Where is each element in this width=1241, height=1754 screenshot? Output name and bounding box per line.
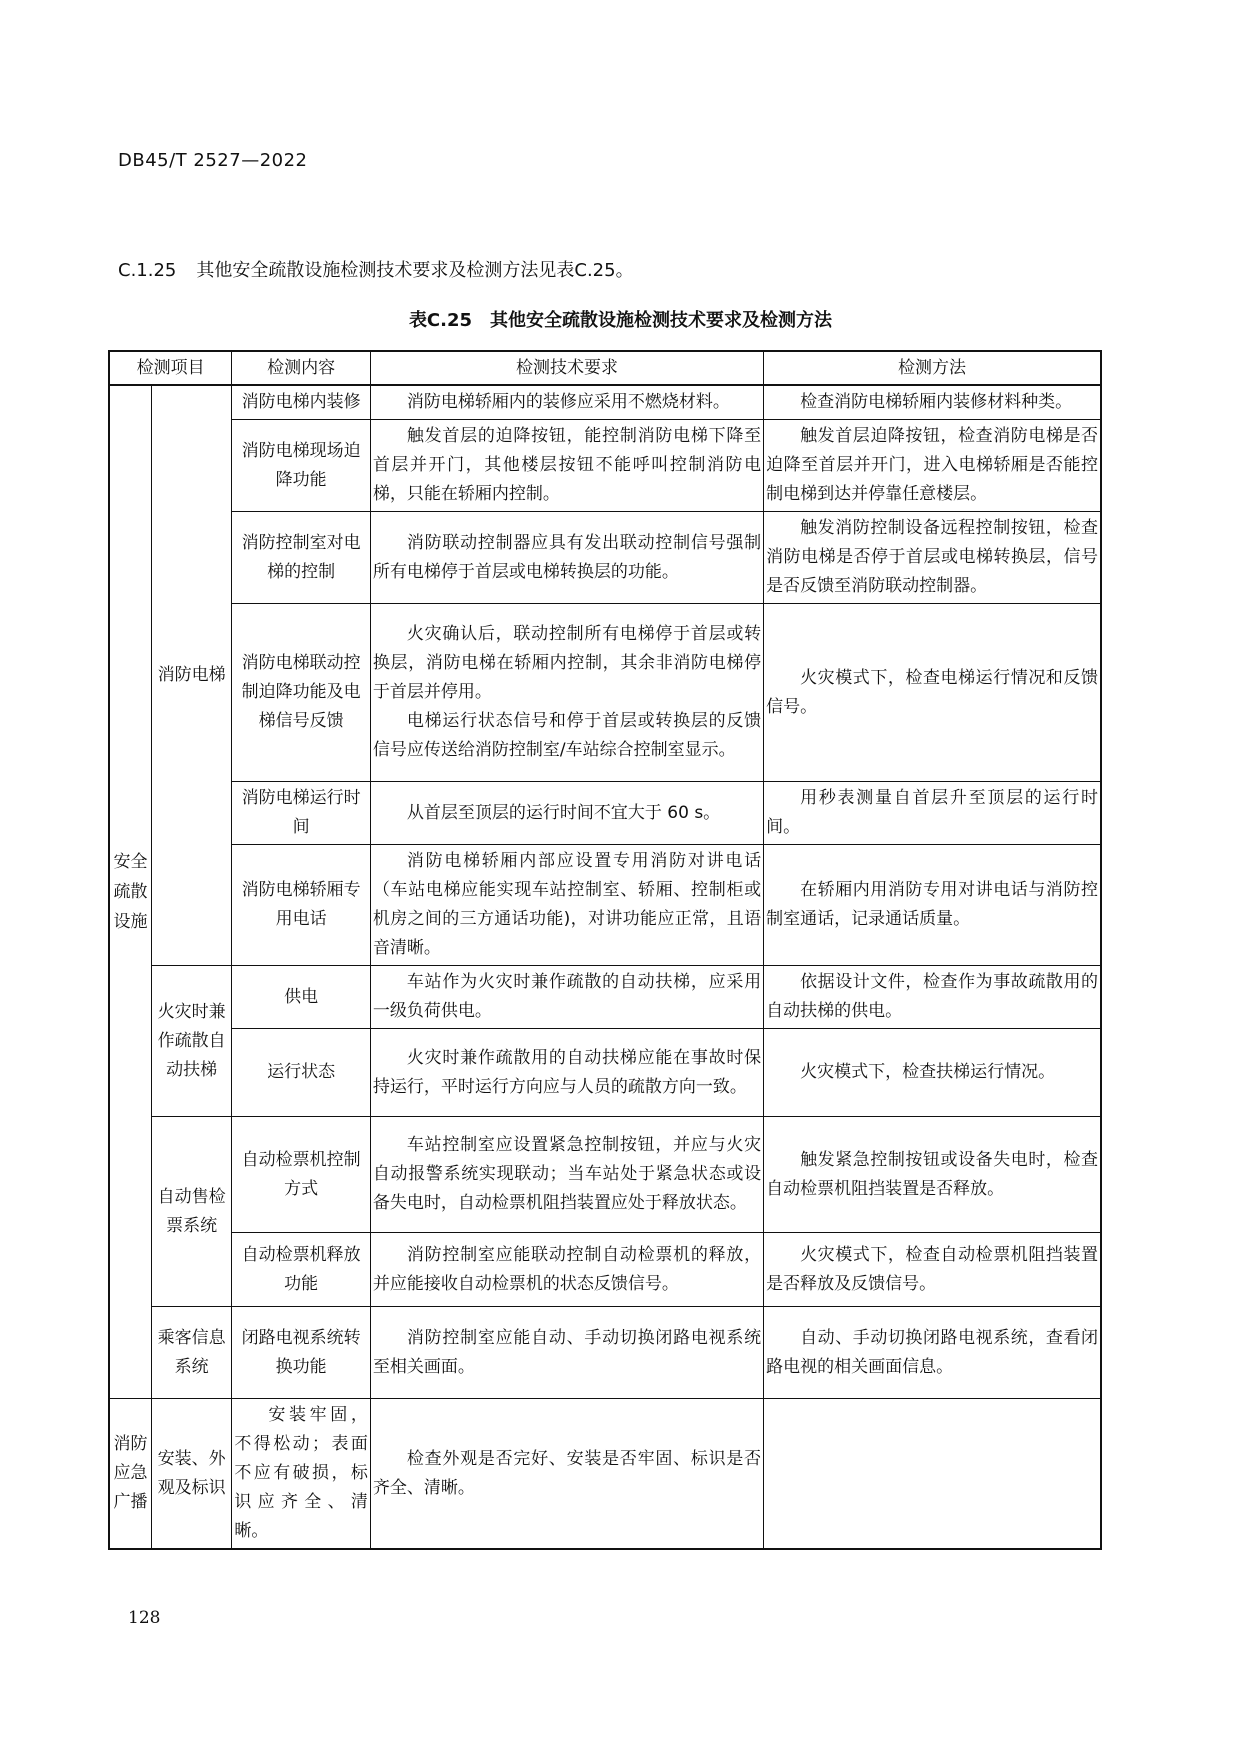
table-caption: 其他安全疏散设施检测技术要求及检测方法 [490,310,833,331]
method-cell [764,604,1101,782]
table-row [109,1233,1101,1307]
table-row [109,1117,1101,1233]
table-row [109,1399,1101,1550]
requirement-text: 火灾确认后，联动控制所有电梯停于首层或转换层，消防电梯在轿厢内控制，其余非消防电梯停于首层并停用。 [372,624,762,702]
document-id: DB45/T 2527—2022 [118,150,308,171]
content-cell: 自动检票机释放功能 [232,1233,371,1307]
requirement-cell [370,966,763,1029]
group-cell: 乘客信息系统 [151,1307,231,1399]
requirement-cell [370,782,763,845]
requirement-cell [370,845,763,966]
content-cell: 消防电梯联动控制迫降功能及电梯信号反馈 [232,604,371,782]
requirement-cell [370,1233,763,1307]
table-row [109,966,1101,1029]
method-cell [764,1307,1101,1399]
method-text: 触发消防控制设备远程控制按钮，检查消防电梯是否停于首层或电梯转换层，信号是否反馈至消防联动控制器。 [766,518,1098,596]
requirement-text: 消防控制室应能联动控制自动检票机的释放，并应能接收自动检票机的状态反馈信号。 [372,1244,762,1294]
requirement-cell [370,512,763,604]
requirement-text: 消防控制室应能自动、手动切换闭路电视系统至相关画面。 [372,1327,762,1377]
requirement-cell [232,1399,371,1550]
table-header-row [109,351,1101,385]
group-cell: 火灾时兼作疏散自动扶梯 [151,966,231,1117]
requirement-text: 电梯运行状态信号和停于首层或转换层的反馈信号应传送给消防控制室/车站综合控制室显示。 [372,711,762,760]
method-text: 火灾模式下，检查自动检票机阻挡装置是否释放及反馈信号。 [766,1244,1098,1294]
method-text: 在轿厢内用消防专用对讲电话与消防控制室通话，记录通话质量。 [766,880,1098,929]
method-cell [764,420,1101,512]
method-cell [764,845,1101,966]
requirement-cell [370,604,763,782]
requirement-text: 车站作为火灾时兼作疏散的自动扶梯，应采用一级负荷供电。 [372,972,762,1021]
requirement-text: 车站控制室应设置紧急控制按钮，并应与火灾自动报警系统实现联动；当车站处于紧急状态或设备失电时，自动检票机阻挡装置应处于释放状态。 [372,1135,762,1213]
table-row [109,782,1101,845]
method-text: 火灾模式下，检查电梯运行情况和反馈信号。 [766,667,1098,717]
method-cell [370,1399,763,1550]
content-cell: 消防电梯内装修 [232,385,371,420]
clause-paragraph [118,256,634,282]
spec-table [108,350,1102,1550]
method-cell [764,512,1101,604]
page-number: 128 [128,1608,161,1628]
method-cell [764,385,1101,420]
requirement-text: 安装牢固，不得松动；表面不应有破损，标识应齐全、清晰。 [234,1405,368,1541]
header-cell-item: 检测项目 [109,351,232,385]
requirement-text: 消防联动控制器应具有发出联动控制信号强制所有电梯停于首层或电梯转换层的功能。 [372,532,762,582]
table-row [109,385,1101,420]
table-row [109,604,1101,782]
header-cell-requirement: 检测技术要求 [370,351,763,385]
method-text: 自动、手动切换闭路电视系统，查看闭路电视的相关画面信息。 [766,1327,1098,1377]
requirement-cell [370,385,763,420]
content-cell: 消防控制室对电梯的控制 [232,512,371,604]
content-cell: 供电 [232,966,371,1029]
requirement-cell [370,1307,763,1399]
method-cell [764,1029,1101,1117]
requirement-text: 触发首层的迫降按钮，能控制消防电梯下降至首层并开门，其他楼层按钮不能呼叫控制消防电梯，只能在轿厢内控制。 [372,426,762,504]
table-row [109,420,1101,512]
clause-text: 其他安全疏散设施检测技术要求及检测方法见表C.25。 [196,260,634,281]
group-cell: 自动售检票系统 [151,1117,231,1307]
requirement-cell [370,1029,763,1117]
content-cell: 闭路电视系统转换功能 [232,1307,371,1399]
requirement-text: 消防电梯轿厢内的装修应采用不燃烧材料。 [406,392,730,412]
method-text: 检查外观是否完好、安装是否牢固、标识是否齐全、清晰。 [372,1448,762,1498]
requirement-text: 消防电梯轿厢内部应设置专用消防对讲电话（车站电梯应能实现车站控制室、轿厢、控制柜或机房之间的三方通话功能)，对讲功能应正常，且语音清晰。 [372,851,762,958]
table-row [109,845,1101,966]
table-row [109,512,1101,604]
content-cell: 消防电梯运行时间 [232,782,371,845]
table-title [0,306,1241,332]
category-cell: 安全疏散设施 [109,385,151,1399]
requirement-cell [370,1117,763,1233]
method-cell [764,1117,1101,1233]
method-text: 检查消防电梯轿厢内装修材料种类。 [800,392,1073,412]
method-text: 触发首层迫降按钮，检查消防电梯是否迫降至首层并开门，进入电梯轿厢是否能控制电梯到达并停靠任意楼层。 [766,426,1098,504]
content-cell: 消防电梯现场迫降功能 [232,420,371,512]
method-text: 触发紧急控制按钮或设备失电时，检查自动检票机阻挡装置是否释放。 [766,1149,1098,1199]
content-cell: 安装、外观及标识 [151,1399,231,1550]
requirement-text: 从首层至顶层的运行时间不宜大于 60 s。 [406,802,721,823]
method-cell [764,1233,1101,1307]
method-cell [764,782,1101,845]
content-cell: 自动检票机控制方式 [232,1117,371,1233]
content-cell: 消防电梯轿厢专用电话 [232,845,371,966]
method-text: 火灾模式下，检查扶梯运行情况。 [800,1062,1056,1082]
group-cell: 消防应急广播 [109,1399,151,1550]
header-cell-method: 检测方法 [764,351,1101,385]
requirement-text: 火灾时兼作疏散用的自动扶梯应能在事故时保持运行，平时运行方向应与人员的疏散方向一致。 [372,1047,762,1097]
clause-number: C.1.25 [118,260,177,281]
content-cell: 运行状态 [232,1029,371,1117]
method-cell [764,966,1101,1029]
method-text: 用秒表测量自首层升至顶层的运行时间。 [766,788,1098,837]
method-text: 依据设计文件，检查作为事故疏散用的自动扶梯的供电。 [766,972,1098,1021]
requirement-cell [370,420,763,512]
header-cell-content: 检测内容 [232,351,371,385]
table-number: 表C.25 [408,310,473,331]
table-row [109,1307,1101,1399]
table-row [109,1029,1101,1117]
group-cell: 消防电梯 [151,385,231,966]
